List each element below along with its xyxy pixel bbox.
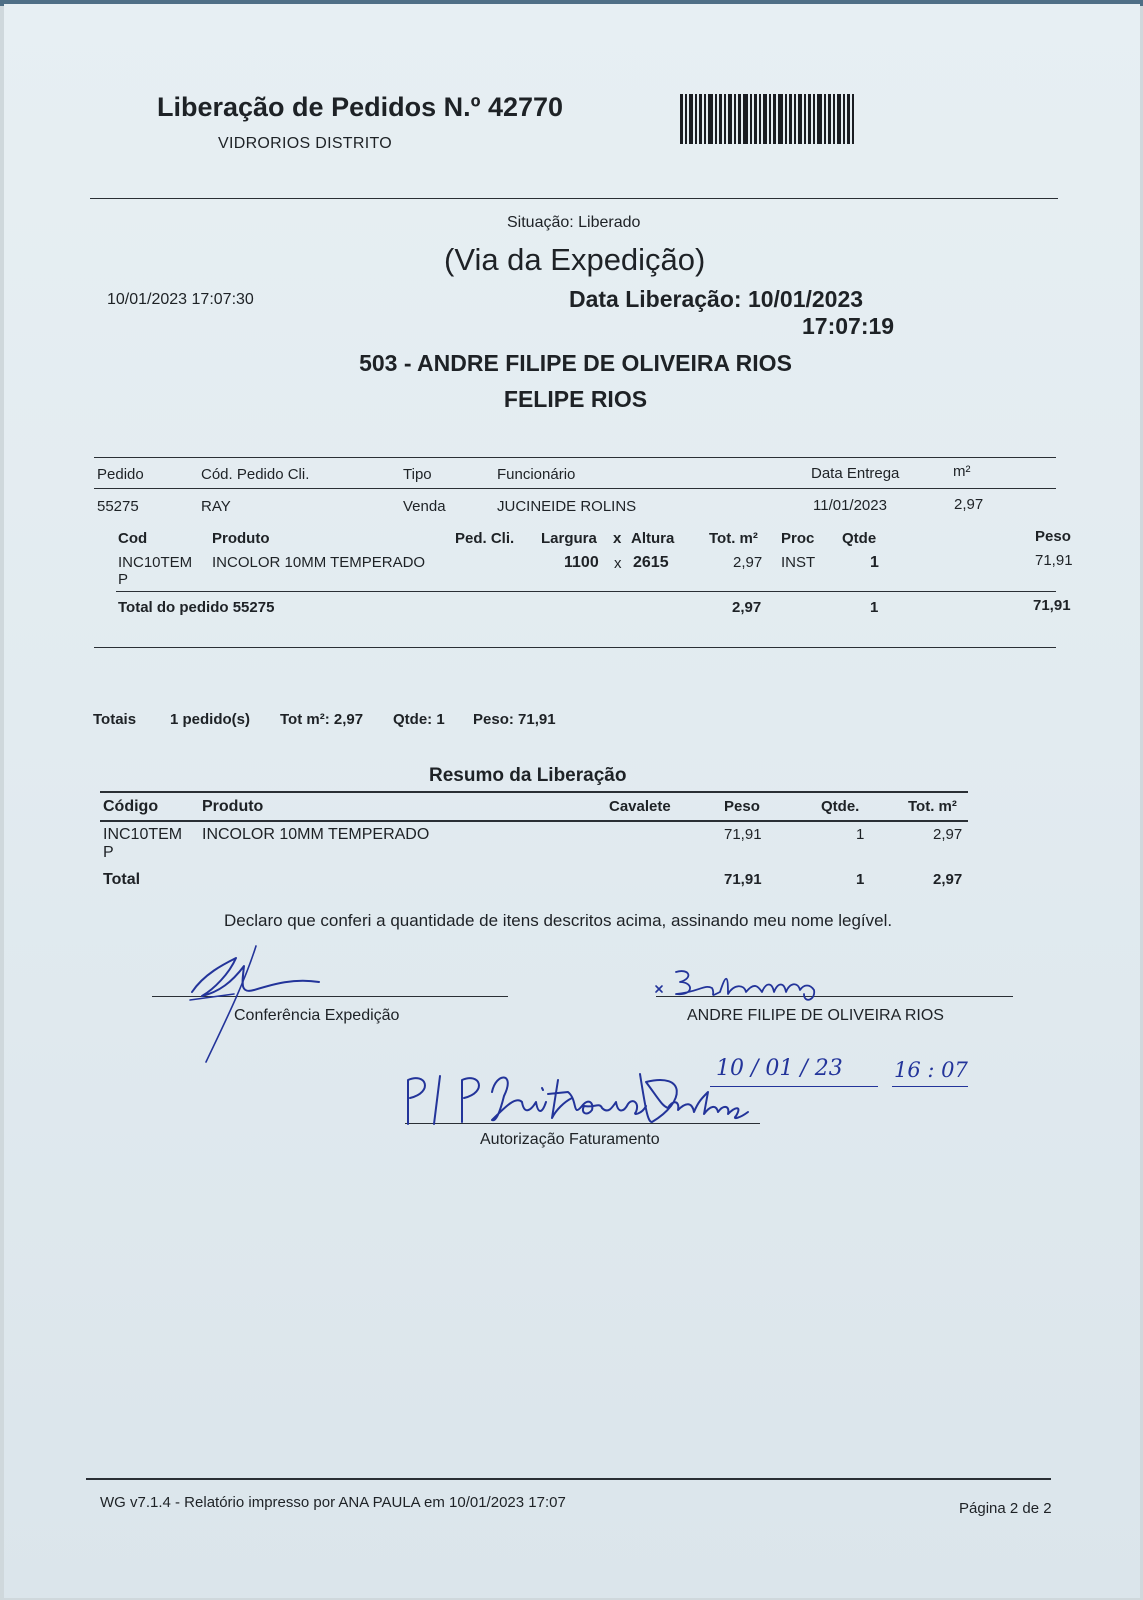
resumo-produto: INCOLOR 10MM TEMPERADO (202, 826, 430, 843)
client-name: 503 - ANDRE FILIPE DE OLIVEIRA RIOS (359, 350, 792, 376)
order-cod-pedido-cli: RAY (201, 498, 231, 515)
resumo-header-qtde: Qtde. (821, 798, 860, 815)
item-header-proc: Proc (781, 530, 815, 547)
col-header-tipo: Tipo (403, 466, 432, 483)
signature-right-handwriting (654, 964, 824, 1004)
totals-pedidos: 1 pedido(s) (170, 711, 251, 728)
resumo-codigo-line1: INC10TEM (103, 826, 183, 843)
resumo-tot-m2: 2,97 (933, 826, 963, 843)
order-total-peso: 71,91 (1033, 597, 1071, 614)
signature-label-right: ANDRE FILIPE DE OLIVEIRA RIOS (687, 1007, 944, 1024)
item-x: x (614, 555, 622, 572)
resumo-total-label: Total (103, 871, 141, 888)
order-total-qtde: 1 (870, 599, 879, 616)
totals-qtde: Qtde: 1 (393, 711, 445, 728)
order-funcionario: JUCINEIDE ROLINS (497, 498, 637, 515)
resumo-header-cavalete: Cavalete (609, 798, 671, 815)
totals-tot-m2: Tot m²: 2,97 (280, 711, 364, 728)
resumo-header-rule (100, 820, 968, 822)
totals-peso: Peso: 71,91 (473, 711, 556, 728)
order-m2: 2,97 (954, 496, 984, 513)
order-table-header-rule (94, 488, 1056, 489)
document-title: Liberação de Pedidos N.º 42770 (157, 92, 564, 122)
item-header-ped-cli: Ped. Cli. (455, 530, 515, 547)
client-nickname: FELIPE RIOS (503, 386, 648, 412)
status-text: Situação: Liberado (507, 214, 641, 231)
resumo-qtde: 1 (856, 826, 865, 843)
resumo-header-codigo: Código (103, 798, 159, 815)
handwritten-date-line (710, 1086, 878, 1087)
resumo-codigo-line2: P (103, 844, 114, 861)
col-header-m2: m² (953, 463, 971, 480)
item-header-largura: Largura (541, 530, 597, 547)
footer-printed-by: WG v7.1.4 - Relatório impresso por ANA PAULA em 10/01/2023 17:07 (100, 1494, 566, 1511)
declaration-text: Declaro que conferi a quantidade de itens descritos acima, assinando meu nome legível. (224, 911, 893, 930)
resumo-total-peso: 71,91 (724, 871, 762, 888)
handwritten-date: 10 / 01 / 23 (716, 1056, 843, 1081)
col-header-funcionario: Funcionário (497, 466, 576, 483)
item-header-cod: Cod (118, 530, 148, 547)
resumo-peso: 71,91 (724, 826, 762, 843)
resumo-title: Resumo da Liberação (429, 765, 627, 786)
item-peso: 71,91 (1035, 552, 1073, 569)
item-header-tot-m2: Tot. m² (709, 530, 758, 547)
item-header-produto: Produto (212, 530, 270, 547)
resumo-header-produto: Produto (202, 798, 264, 815)
item-tot-m2: 2,97 (733, 554, 763, 571)
footer-rule (86, 1478, 1051, 1480)
resumo-total-qtde: 1 (856, 871, 865, 888)
via-title: (Via da Expedição) (444, 242, 706, 277)
item-proc: INST (781, 554, 816, 571)
footer-page-number: Página 2 de 2 (959, 1500, 1052, 1517)
order-pedido: 55275 (97, 498, 139, 515)
col-header-cod-pedido-cli: Cód. Pedido Cli. (201, 466, 310, 483)
item-produto: INCOLOR 10MM TEMPERADO (212, 554, 426, 571)
resumo-header-peso: Peso (724, 798, 760, 815)
item-altura: 2615 (633, 554, 669, 571)
company-name: VIDRORIOS DISTRITO (218, 135, 393, 152)
item-total-rule (116, 591, 1056, 592)
item-cod-line1: INC10TEM (118, 554, 193, 571)
resumo-total-tot-m2: 2,97 (933, 871, 963, 888)
release-time: 17:07:19 (802, 313, 895, 339)
col-header-pedido: Pedido (97, 466, 144, 483)
order-table-bottom-rule (94, 647, 1056, 648)
item-header-qtde: Qtde (842, 530, 877, 547)
item-header-altura: Altura (631, 530, 675, 547)
order-total-m2: 2,97 (732, 599, 762, 616)
order-table-top-rule (94, 457, 1056, 458)
handwritten-time-line (892, 1086, 968, 1087)
col-header-data-entrega: Data Entrega (811, 465, 900, 482)
release-date: Data Liberação: 10/01/2023 (569, 286, 864, 312)
printed-datetime: 10/01/2023 17:07:30 (107, 291, 254, 308)
resumo-top-rule (100, 791, 968, 793)
order-tipo: Venda (403, 498, 446, 515)
item-header-peso: Peso (1035, 528, 1071, 545)
totals-label: Totais (93, 711, 137, 728)
handwritten-time: 16 : 07 (894, 1058, 968, 1082)
signature-left-handwriting (184, 944, 344, 1064)
resumo-header-tot-m2: Tot. m² (908, 798, 957, 815)
header-divider (90, 198, 1058, 199)
order-total-label: Total do pedido 55275 (118, 599, 275, 616)
item-cod-line2: P (118, 571, 129, 588)
order-data-entrega: 11/01/2023 (813, 497, 887, 514)
signature-label-left: Conferência Expedição (234, 1007, 400, 1024)
item-qtde: 1 (870, 554, 879, 571)
item-header-x: x (613, 530, 622, 547)
item-largura: 1100 (564, 554, 599, 571)
signature-bottom-handwriting (396, 1062, 756, 1132)
document-page (4, 4, 1140, 1598)
signature-label-bottom: Autorização Faturamento (480, 1131, 660, 1148)
barcode-image (680, 94, 854, 144)
